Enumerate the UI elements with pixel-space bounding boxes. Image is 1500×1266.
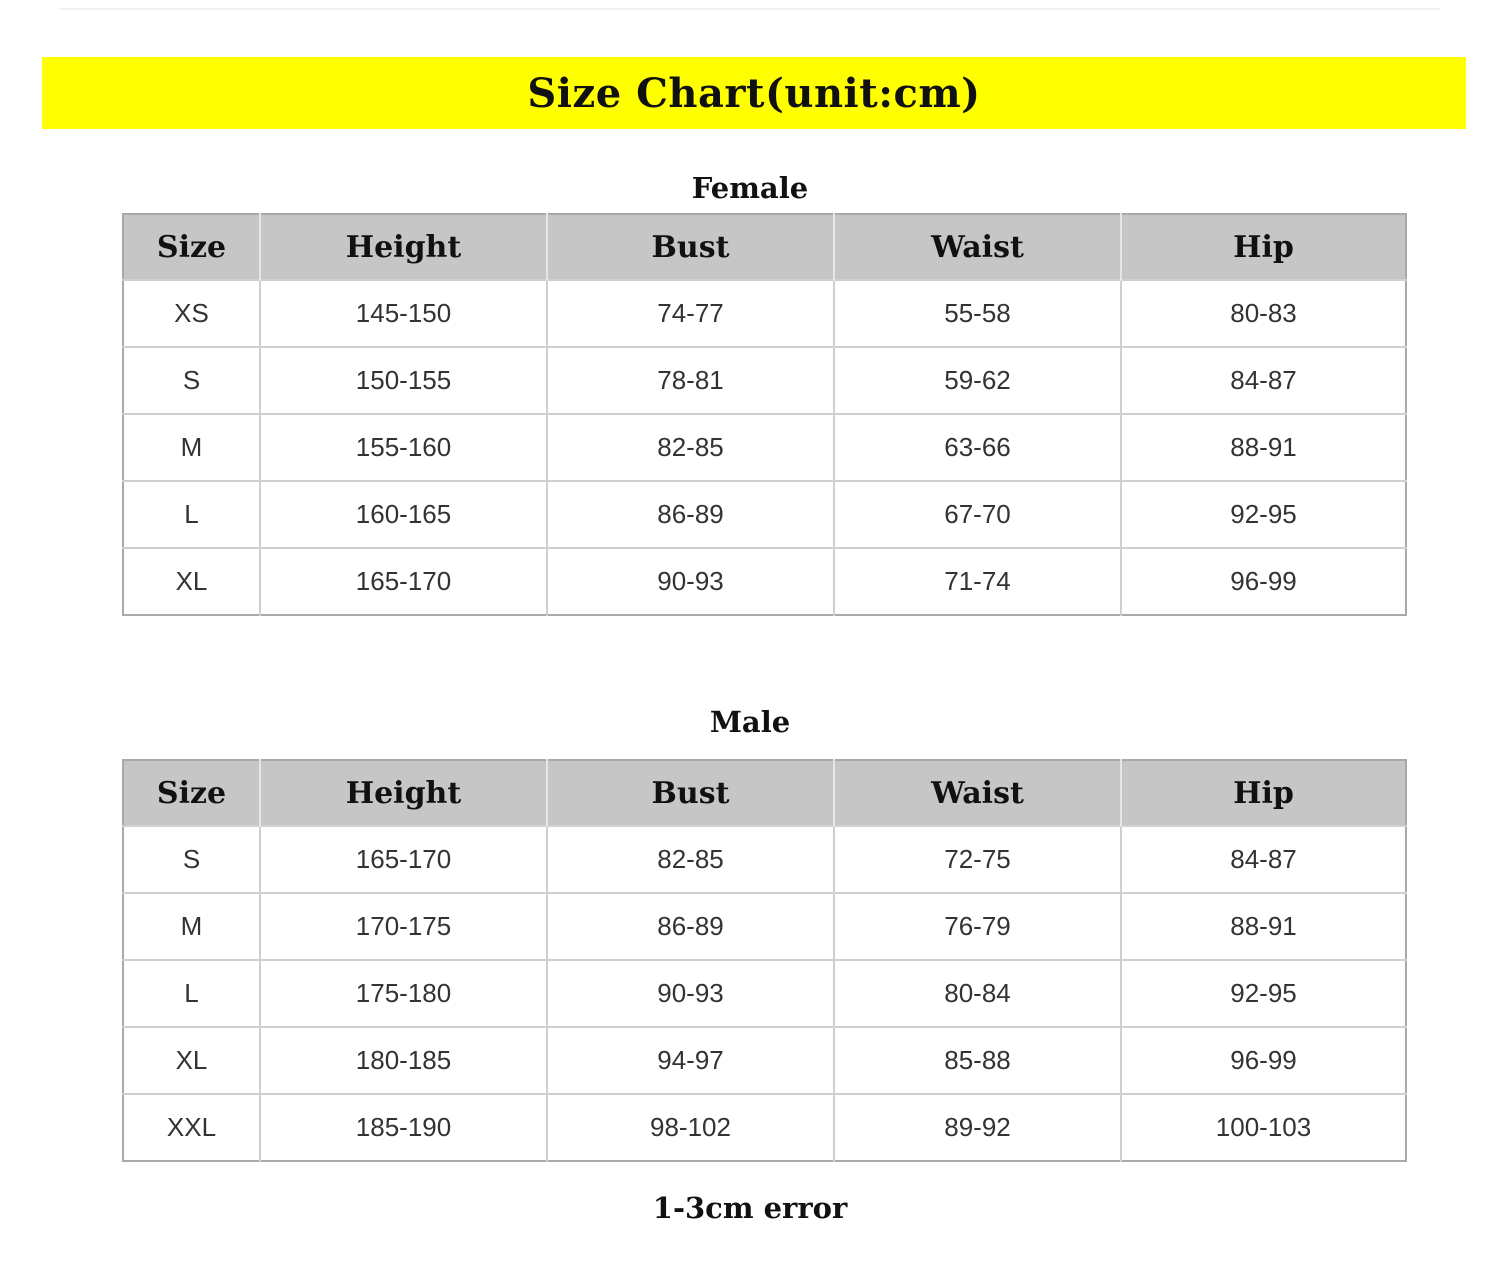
waist-cell: 85-88 [834,1027,1121,1094]
male-size-table [122,759,1407,1162]
column-header-height: Height [260,760,547,826]
hip-cell: 92-95 [1121,960,1406,1027]
height-cell: 145-150 [260,280,547,347]
table-row [123,548,1406,615]
female-section-title: Female [691,171,809,205]
table-row [123,826,1406,893]
table-row [123,1027,1406,1094]
bust-cell: 94-97 [547,1027,834,1094]
size-cell: L [123,960,260,1027]
table-row [123,347,1406,414]
column-header-waist: Waist [834,760,1121,826]
waist-cell: 80-84 [834,960,1121,1027]
bust-cell: 90-93 [547,548,834,615]
waist-cell: 72-75 [834,826,1121,893]
size-cell: XL [123,548,260,615]
table-row [123,1094,1406,1161]
table-header-row [123,760,1406,826]
waist-cell: 71-74 [834,548,1121,615]
bust-cell: 82-85 [547,414,834,481]
height-cell: 165-170 [260,826,547,893]
bust-cell: 74-77 [547,280,834,347]
waist-cell: 59-62 [834,347,1121,414]
table-row [123,960,1406,1027]
waist-cell: 63-66 [834,414,1121,481]
waist-cell: 67-70 [834,481,1121,548]
height-cell: 175-180 [260,960,547,1027]
column-header-bust: Bust [547,760,834,826]
height-cell: 160-165 [260,481,547,548]
size-cell: XL [123,1027,260,1094]
height-cell: 185-190 [260,1094,547,1161]
male-section-title: Male [709,705,791,739]
column-header-hip: Hip [1121,214,1406,280]
size-cell: S [123,826,260,893]
size-chart-banner [42,57,1466,129]
column-header-size: Size [123,760,260,826]
size-cell: XXL [123,1094,260,1161]
hip-cell: 80-83 [1121,280,1406,347]
column-header-size: Size [123,214,260,280]
female-size-table [122,213,1407,616]
bust-cell: 86-89 [547,893,834,960]
waist-cell: 89-92 [834,1094,1121,1161]
bust-cell: 82-85 [547,826,834,893]
size-cell: XS [123,280,260,347]
waist-cell: 76-79 [834,893,1121,960]
column-header-bust: Bust [547,214,834,280]
hip-cell: 88-91 [1121,893,1406,960]
column-header-waist: Waist [834,214,1121,280]
error-note: 1-3cm error [652,1191,848,1225]
hip-cell: 84-87 [1121,826,1406,893]
table-row [123,414,1406,481]
bust-cell: 98-102 [547,1094,834,1161]
table-header-row [123,214,1406,280]
hip-cell: 100-103 [1121,1094,1406,1161]
table-row [123,481,1406,548]
hip-cell: 92-95 [1121,481,1406,548]
size-cell: S [123,347,260,414]
table-row [123,893,1406,960]
size-cell: M [123,414,260,481]
hip-cell: 88-91 [1121,414,1406,481]
bust-cell: 90-93 [547,960,834,1027]
height-cell: 150-155 [260,347,547,414]
hip-cell: 84-87 [1121,347,1406,414]
column-header-hip: Hip [1121,760,1406,826]
height-cell: 170-175 [260,893,547,960]
hip-cell: 96-99 [1121,548,1406,615]
page-title: Size Chart(unit:cm) [527,69,981,117]
column-header-height: Height [260,214,547,280]
size-cell: L [123,481,260,548]
waist-cell: 55-58 [834,280,1121,347]
size-cell: M [123,893,260,960]
hip-cell: 96-99 [1121,1027,1406,1094]
height-cell: 155-160 [260,414,547,481]
bust-cell: 86-89 [547,481,834,548]
height-cell: 165-170 [260,548,547,615]
height-cell: 180-185 [260,1027,547,1094]
table-row [123,280,1406,347]
bust-cell: 78-81 [547,347,834,414]
top-divider [60,8,1440,10]
